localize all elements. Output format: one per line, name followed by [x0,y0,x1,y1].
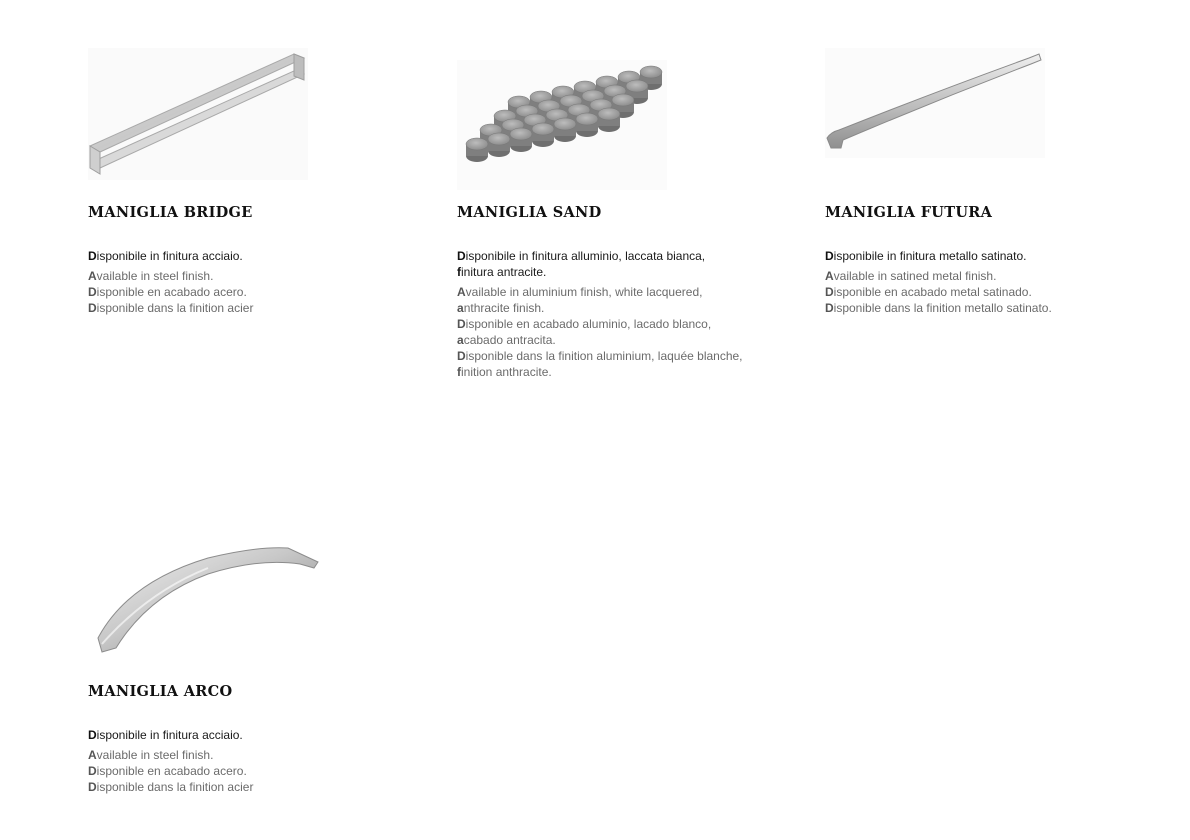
product-title: MANIGLIA SAND [457,204,602,221]
product-description [88,248,253,316]
knob [510,128,532,152]
description-line: finition anthracite. [457,365,552,379]
description-line: Disponibile in finitura alluminio, laccata bianca, [457,249,706,263]
description-line: Disponible en acabado metal satinado. [825,285,1032,299]
translated-descriptions [457,284,743,380]
knob [466,138,488,162]
italian-description [88,727,253,743]
description-line: Disponible dans la finition metallo satinato. [825,301,1052,315]
product-title: MANIGLIA ARCO [88,683,233,700]
product-title: MANIGLIA FUTURA [825,204,993,221]
product-title: MANIGLIA BRIDGE [88,204,253,221]
description-line: Disponible dans la finition aluminium, laquée blanche, [457,349,743,363]
description-line: Available in steel finish. [88,748,214,762]
translated-descriptions [825,268,1052,316]
italian-description [457,248,743,280]
description-line: Available in satined metal finish. [825,269,997,283]
description-line: Disponible en acabado acero. [88,285,247,299]
arco-handle-image [88,540,328,665]
knob [576,113,598,137]
description-line: Disponible en acabado acero. [88,764,247,778]
description-line: Disponibile in finitura metallo satinato. [825,249,1027,263]
description-line: Disponible dans la finition acier [88,301,254,315]
knob [598,108,620,132]
product-description [88,727,253,795]
translated-descriptions [88,268,253,316]
description-line: Disponible en acabado aluminio, lacado blanco, [457,317,712,331]
italian-description [88,248,253,264]
description-line: Available in aluminium finish, white lacquered, [457,285,703,299]
sand-knobs-image [457,60,667,195]
product-description [825,248,1052,316]
futura-handle-image [825,48,1045,163]
knob [532,123,554,147]
description-line: Disponible dans la finition acier [88,780,254,794]
product-description [457,248,743,380]
translated-descriptions [88,747,253,795]
knob [488,133,510,157]
italian-description [825,248,1052,264]
description-line: Disponibile in finitura acciaio. [88,728,243,742]
bridge-handle-image [88,48,308,185]
description-line: Available in steel finish. [88,269,214,283]
description-line: anthracite finish. [457,301,545,315]
description-line: acabado antracita. [457,333,556,347]
description-line: finitura antracite. [457,265,547,279]
knob [554,118,576,142]
description-line: Disponibile in finitura acciaio. [88,249,243,263]
